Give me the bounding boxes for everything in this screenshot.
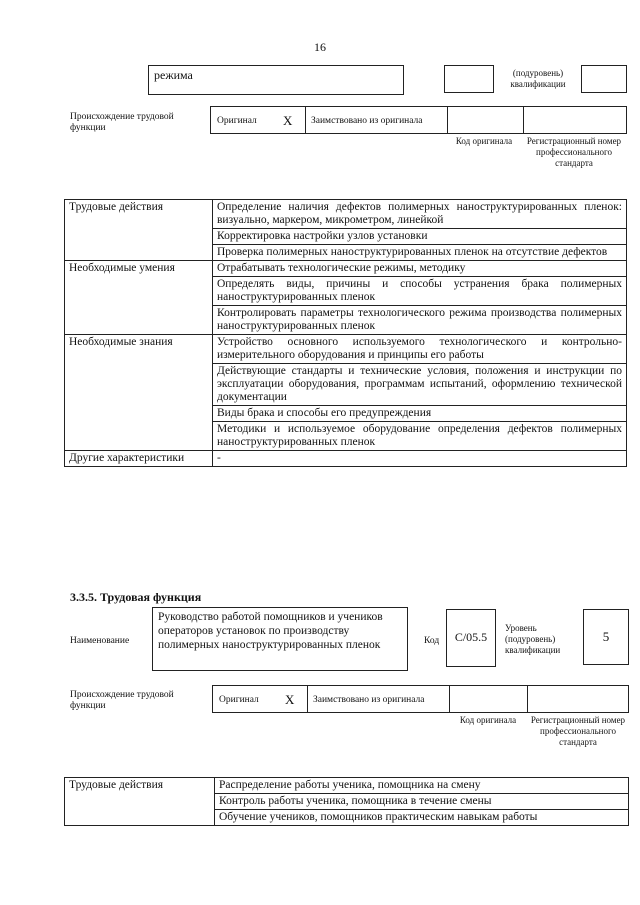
code-box (446, 609, 496, 667)
function-name-box (152, 607, 408, 671)
table-cell: - (213, 451, 627, 467)
table-cell: Определение наличия дефектов полимерных наноструктурированных пленок: визуально, маркером, микрометром, линейкой (213, 200, 627, 229)
table-cell: Проверка полимерных наноструктурированных пленок на отсутствие дефектов (213, 245, 627, 261)
table-cell: Методики и используемое оборудование определения дефектов полимерных наноструктурированных пленок (213, 422, 627, 451)
page-number: 16 (314, 40, 326, 54)
name-label: Наименование (70, 636, 130, 646)
requirements-table-1 (64, 199, 627, 467)
reg-number-caption: Регистрационный номер профессионального стандарта (530, 715, 626, 747)
original-label: Оригинал (217, 116, 257, 126)
table-cell: Обучение учеников, помощников практическим навыкам работы (215, 810, 629, 826)
divider (307, 686, 308, 712)
level-label: (подуровень) квалификации (510, 68, 566, 89)
table-cell: Определять виды, причины и способы устранения брака полимерных наноструктурированных пленок (213, 277, 627, 306)
code-box (444, 65, 494, 93)
level-box (581, 65, 627, 93)
table-cell: Устройство основного используемого технологического и контрольно-измерительного оборудования и принципы его работы (213, 335, 627, 364)
divider (527, 686, 528, 712)
origin-label: Происхождение трудовой функции (70, 690, 174, 711)
category-cell: Необходимые умения (65, 261, 213, 335)
table-cell: Контроль работы ученика, помощника в течение смены (215, 794, 629, 810)
origin-row (210, 106, 627, 134)
code-value: C/05.5 (454, 630, 488, 644)
section-heading: 3.3.5. Трудовая функция (70, 590, 202, 604)
function-name-box (148, 65, 404, 95)
requirements-table-2 (64, 777, 629, 826)
borrowed-label: Заимствовано из оригинала (311, 116, 423, 126)
original-mark: X (285, 692, 295, 707)
reg-number-caption: Регистрационный номер профессионального стандарта (526, 136, 622, 168)
original-mark: X (283, 113, 293, 128)
table-cell: Распределение работы ученика, помощника на смену (215, 778, 629, 794)
category-cell: Другие характеристики (65, 451, 213, 467)
origin-label: Происхождение трудовой функции (70, 112, 174, 133)
level-label: Уровень (подуровень) квалификации (505, 623, 561, 655)
category-cell: Трудовые действия (65, 200, 213, 261)
borrowed-label: Заимствовано из оригинала (313, 695, 425, 705)
table-cell: Корректировка настройки узлов установки (213, 229, 627, 245)
function-name: Руководство работой помощников и учеников операторов установок по производству полимерных наноструктурированных пленок (158, 611, 383, 651)
table-cell: Контролировать параметры технологического режима производства полимерных наноструктурированных пленок (213, 306, 627, 335)
code-original-caption: Код оригинала (459, 715, 517, 725)
code-original-caption: Код оригинала (455, 136, 513, 146)
table-cell: Отрабатывать технологические режимы, методику (213, 261, 627, 277)
code-label: Код (424, 636, 440, 646)
table-cell: Виды брака и способы его предупреждения (213, 406, 627, 422)
level-value: 5 (602, 629, 610, 644)
divider (523, 107, 524, 133)
category-cell: Необходимые знания (65, 335, 213, 451)
level-box (583, 609, 629, 665)
divider (305, 107, 306, 133)
original-label: Оригинал (219, 695, 259, 705)
origin-row (212, 685, 629, 713)
divider (449, 686, 450, 712)
function-name-tail: режима (154, 68, 193, 82)
divider (447, 107, 448, 133)
table-cell: Действующие стандарты и технические условия, положения и инструкции по эксплуатации оборудования, программам испытаний, оформлению технической документации (213, 364, 627, 406)
category-cell: Трудовые действия (65, 778, 215, 826)
